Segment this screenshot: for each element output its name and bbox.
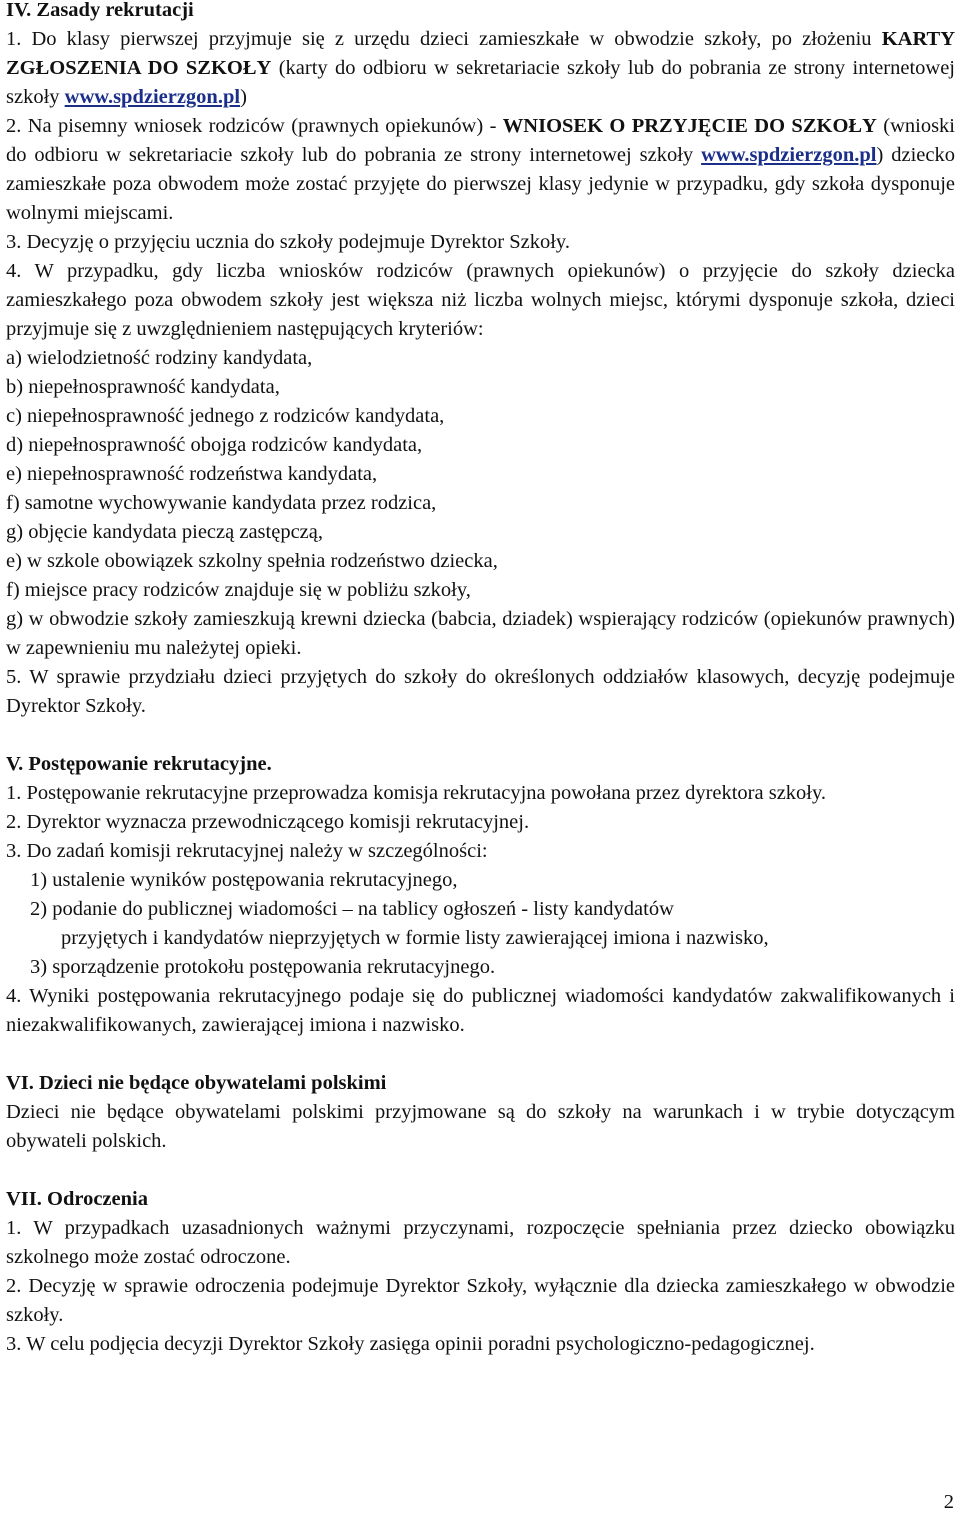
section-title-iv: IV. Zasady rekrutacji xyxy=(6,0,194,21)
criteria-item: c) niepełnosprawność jednego z rodziców kandydata, xyxy=(6,405,445,427)
paragraph-iv-1-text-d: ) xyxy=(240,86,247,108)
paragraph-vii-2: 2. Decyzję w sprawie odroczenia podejmuje Dyrektor Szkoły, wyłącznie dla dziecka zamieszkałego w obwodzie szkoły. xyxy=(6,1275,955,1326)
section-title-vii: VII. Odroczenia xyxy=(6,1188,148,1210)
paragraph-v-1: 1. Postępowanie rekrutacyjne przeprowadza komisja rekrutacyjna powołana przez dyrektora szkoły. xyxy=(6,782,827,804)
task-item-2: 2) podanie do publicznej wiadomości – na tablicy ogłoszeń - listy kandydatów xyxy=(30,898,674,920)
criteria-item: g) objęcie kandydata pieczą zastępczą, xyxy=(6,521,323,543)
section-title-v: V. Postępowanie rekrutacyjne. xyxy=(6,753,272,775)
criteria-item: b) niepełnosprawność kandydata, xyxy=(6,376,280,398)
paragraph-iv-5: 5. W sprawie przydziału dzieci przyjętych do szkoły do określonych oddziałów klasowych, decyzję podejmuje Dyrektor Szkoły. xyxy=(6,666,955,717)
paragraph-iv-1-text-c: (karty do odbioru w sekretariacie szkoły lub do pobrania ze strony internetowej szkoły xyxy=(6,57,955,108)
criteria-item: a) wielodzietność rodziny kandydata, xyxy=(6,347,313,369)
paragraph-vii-1: 1. W przypadkach uzasadnionych ważnymi przyczynami, rozpoczęcie spełniania przez dziecko obowiązku szkolnego może zostać odroczone. xyxy=(6,1217,955,1268)
section-gap xyxy=(6,1040,955,1069)
criteria-item-last: g) w obwodzie szkoły zamieszkują krewni dziecka (babcia, dziadek) wspierający rodziców (opiekunów prawnych) w zapewnieniu mu należytej opieki. xyxy=(6,608,955,659)
section-title-vi: VI. Dzieci nie będące obywatelami polskimi xyxy=(6,1072,387,1094)
paragraph-iv-2-text-c: (wnioski do odbioru w sekretariacie szkoły lub do pobrania ze strony internetowej szkoły xyxy=(6,115,956,166)
paragraph-iv-4: 4. W przypadku, gdy liczba wniosków rodziców (prawnych opiekunów) o przyjęcie do szkoły dziecka zamieszkałego poza obwodem szkoły jest większa niż liczba wolnych miejsc, którymi dysponuje szkoła, dzieci przyjmuje się z uwzględnieniem następujących kryteriów: xyxy=(6,260,955,340)
paragraph-iv-1 xyxy=(6,25,955,112)
criteria-item: e) niepełnosprawność rodzeństwa kandydata, xyxy=(6,463,378,485)
paragraph-iv-3: 3. Decyzję o przyjęciu ucznia do szkoły podejmuje Dyrektor Szkoły. xyxy=(6,231,570,253)
task-item-3: 3) sporządzenie protokołu postępowania rekrutacyjnego. xyxy=(30,956,496,978)
paragraph-vii-3: 3. W celu podjęcia decyzji Dyrektor Szkoły zasięga opinii poradni psychologiczno-pedagogicznej. xyxy=(6,1333,815,1355)
paragraph-v-2: 2. Dyrektor wyznacza przewodniczącego komisji rekrutacyjnej. xyxy=(6,811,530,833)
section-gap xyxy=(6,1156,955,1185)
paragraph-v-4: 4. Wyniki postępowania rekrutacyjnego podaje się do publicznej wiadomości kandydatów zakwalifikowanych i niezakwalifikowanych, zawierającej imiona i nazwisko. xyxy=(6,985,955,1036)
paragraph-iv-2-text-d: ) dziecko zamieszkałe poza obwodem może zostać przyjęte do pierwszej klasy jedynie w przypadku, gdy szkoła dysponuje wolnymi miejscami. xyxy=(6,144,955,224)
paragraph-iv-2-text-a: 2. Na pisemny wniosek rodziców (prawnych opiekunów) - xyxy=(6,115,503,137)
section-gap xyxy=(6,721,955,750)
criteria-item: e) w szkole obowiązek szkolny spełnia rodzeństwo dziecka, xyxy=(6,550,498,572)
paragraph-iv-2 xyxy=(6,112,955,228)
wniosek-bold: WNIOSEK O PRZYJĘCIE DO SZKOŁY xyxy=(502,115,877,137)
criteria-list xyxy=(6,344,955,663)
task-item-2-continuation: przyjętych i kandydatów nieprzyjętych w formie listy zawierającej imiona i nazwisko, xyxy=(61,927,769,949)
paragraph-v-3: 3. Do zadań komisji rekrutacyjnej należy w szczególności: xyxy=(6,840,488,862)
criteria-item: d) niepełnosprawność obojga rodziców kandydata, xyxy=(6,434,423,456)
criteria-item: f) samotne wychowywanie kandydata przez rodzica, xyxy=(6,492,437,514)
criteria-item: f) miejsce pracy rodziców znajduje się w pobliżu szkoły, xyxy=(6,579,471,601)
school-website-link-1[interactable]: www.spdzierzgon.pl xyxy=(64,86,241,108)
paragraph-vi-1: Dzieci nie będące obywatelami polskimi przyjmowane są do szkoły na warunkach i w trybie dotyczącym obywateli polskich. xyxy=(6,1101,955,1152)
paragraph-iv-1-text-a: 1. Do klasy pierwszej przyjmuje się z urzędu dzieci zamieszkałe w obwodzie szkoły, po złożeniu xyxy=(6,28,882,50)
task-item-1: 1) ustalenie wyników postępowania rekrutacyjnego, xyxy=(30,869,458,891)
school-website-link-2[interactable]: www.spdzierzgon.pl xyxy=(701,144,877,166)
page-number: 2 xyxy=(943,1491,954,1513)
karta-zgloszenia-bold: KARTY ZGŁOSZENIA DO SZKOŁY xyxy=(6,28,955,79)
